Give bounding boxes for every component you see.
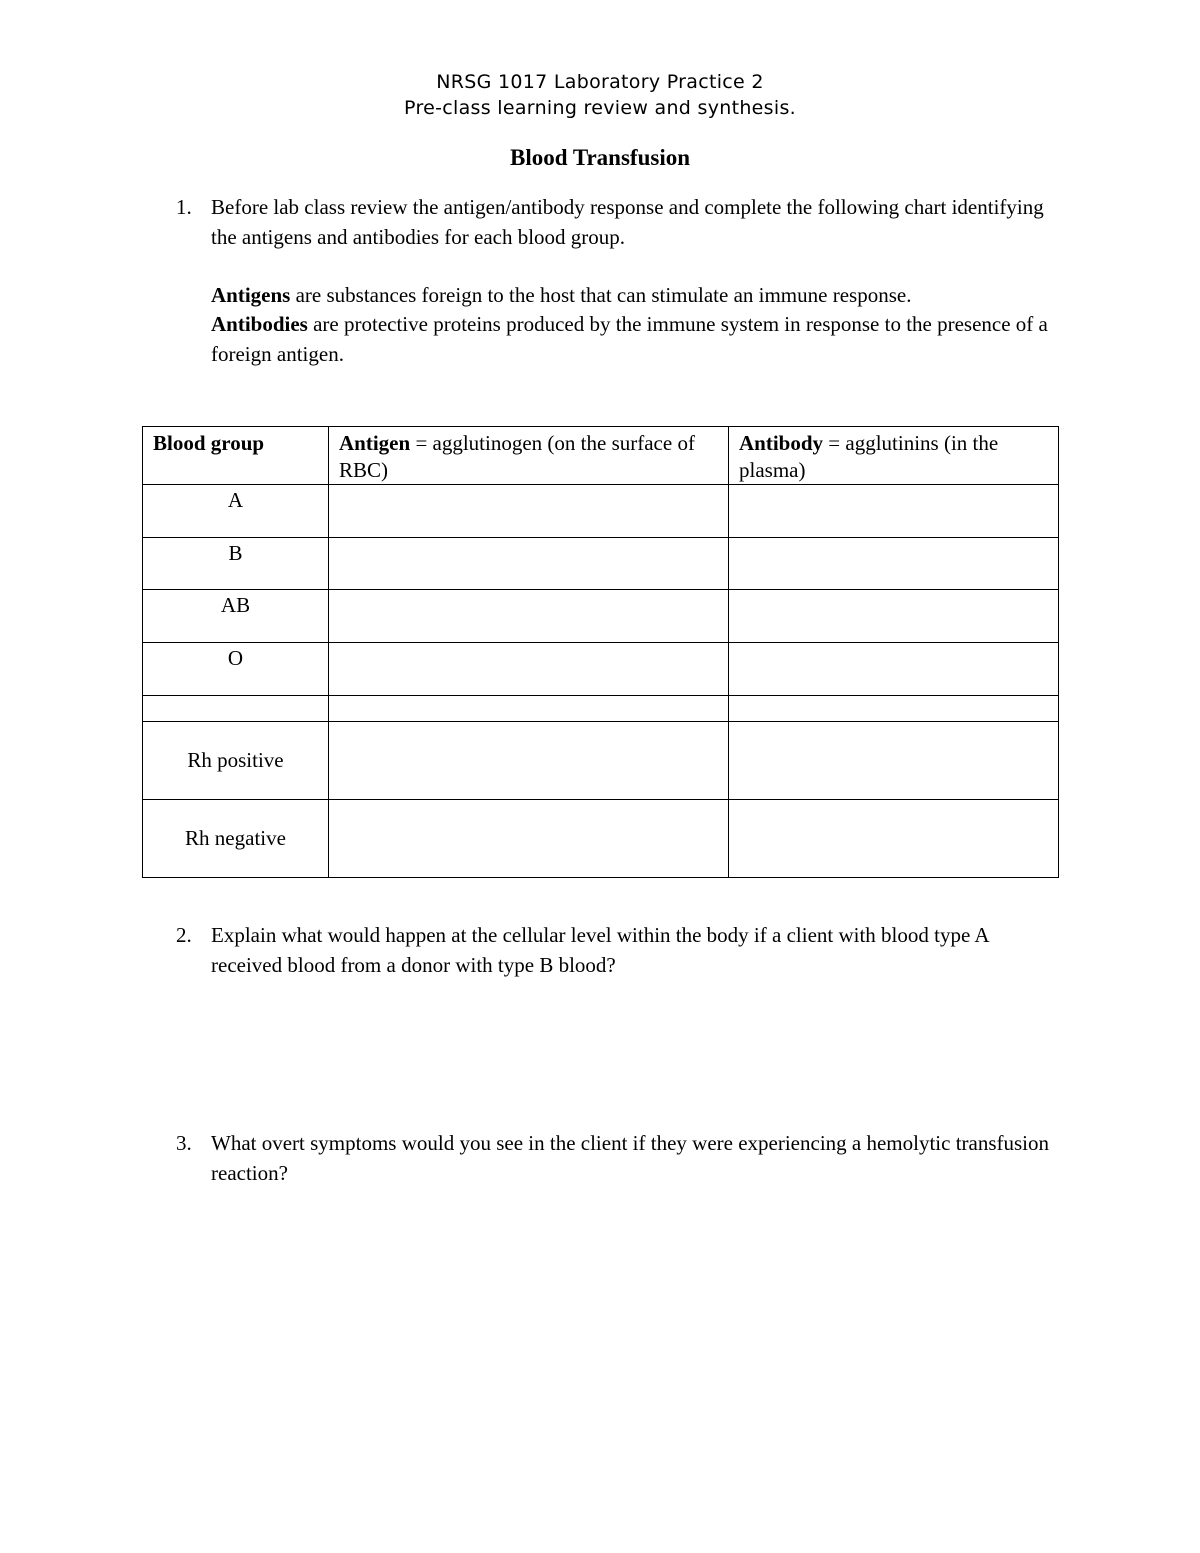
question-text: What overt symptoms would you see in the client if they were experiencing a hemolytic transfusion reaction? bbox=[211, 1131, 1050, 1185]
blood-group-cell: AB bbox=[143, 590, 329, 643]
course-header: NRSG 1017 Laboratory Practice 2 bbox=[436, 71, 764, 93]
header-antibody: Antibody = agglutinins (in the plasma) bbox=[729, 427, 1059, 485]
antibody-cell[interactable] bbox=[729, 485, 1059, 538]
table-row bbox=[143, 643, 1059, 696]
blood-group-cell: B bbox=[143, 538, 329, 590]
question-text: Explain what would happen at the cellular level within the body if a client with blood type A received blood from a donor with type B blood? bbox=[211, 923, 989, 977]
blood-group-cell bbox=[143, 696, 329, 722]
blood-group-table bbox=[142, 426, 1059, 878]
table-header-row bbox=[143, 427, 1059, 485]
table-row bbox=[143, 538, 1059, 590]
page-title: Blood Transfusion bbox=[509, 145, 691, 170]
antibodies-term: Antibodies bbox=[211, 312, 308, 336]
header-antigen: Antigen = agglutinogen (on the surface of RBC) bbox=[329, 427, 729, 485]
antigens-definition bbox=[211, 280, 1071, 310]
antibody-cell[interactable] bbox=[729, 722, 1059, 800]
antibody-cell[interactable] bbox=[729, 538, 1059, 590]
table-row bbox=[143, 590, 1059, 643]
antigen-cell[interactable] bbox=[329, 696, 729, 722]
blood-group-cell: A bbox=[143, 485, 329, 538]
table-row bbox=[143, 485, 1059, 538]
table-row bbox=[143, 722, 1059, 800]
header-blood-group: Blood group bbox=[143, 427, 329, 485]
antigen-cell[interactable] bbox=[329, 485, 729, 538]
question-number: 2. bbox=[176, 923, 192, 947]
antibody-cell[interactable] bbox=[729, 696, 1059, 722]
blood-group-cell: Rh negative bbox=[143, 800, 329, 878]
antigen-cell[interactable] bbox=[329, 538, 729, 590]
antigens-text: are substances foreign to the host that can stimulate an immune response. bbox=[290, 283, 912, 307]
table-spacer-row bbox=[143, 696, 1059, 722]
antibody-cell[interactable] bbox=[729, 643, 1059, 696]
antigen-cell[interactable] bbox=[329, 643, 729, 696]
question-number: 3. bbox=[176, 1131, 192, 1155]
antibodies-text: are protective proteins produced by the immune system in response to the presence of a foreign antigen. bbox=[211, 312, 1048, 366]
blood-group-cell: Rh positive bbox=[143, 722, 329, 800]
antigens-term: Antigens bbox=[211, 283, 291, 307]
question-number: 1. bbox=[176, 195, 192, 219]
antigen-cell[interactable] bbox=[329, 722, 729, 800]
antigen-cell[interactable] bbox=[329, 800, 729, 878]
antigen-cell[interactable] bbox=[329, 590, 729, 643]
antibodies-definition bbox=[211, 309, 1051, 369]
table-row bbox=[143, 800, 1059, 878]
document-subtitle: Pre-class learning review and synthesis. bbox=[404, 97, 796, 119]
antibody-cell[interactable] bbox=[729, 590, 1059, 643]
blood-group-cell: O bbox=[143, 643, 329, 696]
question-text: Before lab class review the antigen/antibody response and complete the following chart identifying the antigens and antibodies for each blood group. bbox=[211, 195, 1044, 249]
antibody-cell[interactable] bbox=[729, 800, 1059, 878]
